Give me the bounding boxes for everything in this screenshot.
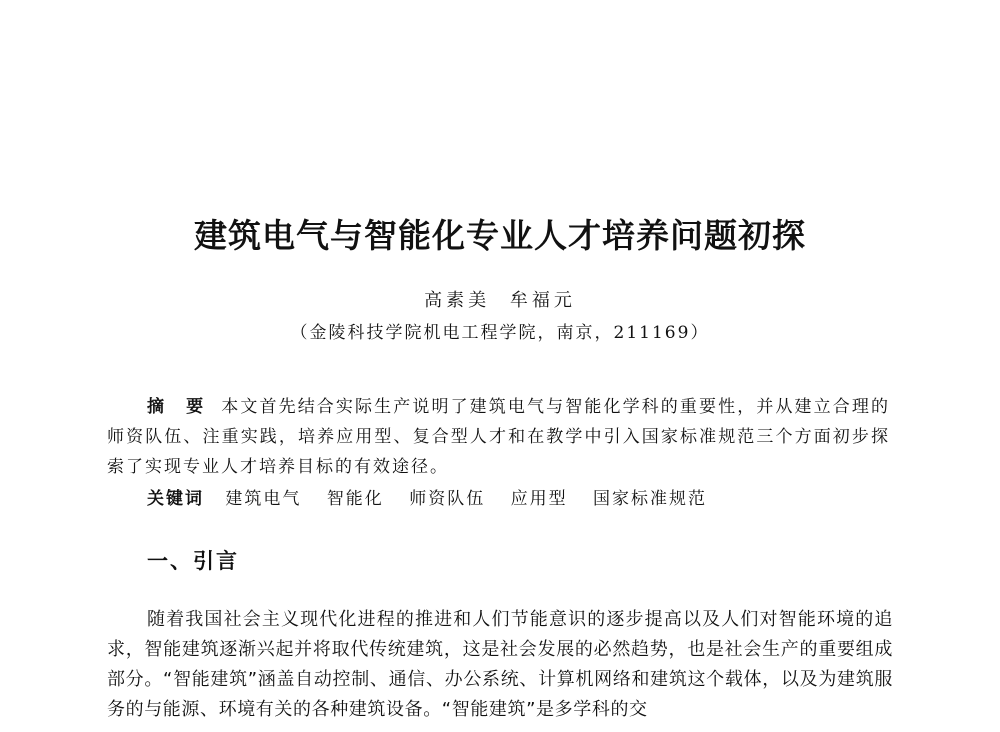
keyword: 应用型 — [510, 489, 568, 509]
keyword: 建筑电气 — [225, 489, 302, 509]
abstract-text: 本文首先结合实际生产说明了建筑电气与智能化学科的重要性，并从建立合理的师资队伍、注重实践，培养应用型、复合型人才和在教学中引入国家标准规范三个方面初步探索了实现专业人才培养目标的有效途径。 — [107, 397, 890, 477]
section-heading: 一、引言 — [147, 549, 239, 573]
keyword: 智能化 — [326, 489, 384, 509]
paper-authors: 高素美 牟福元 — [424, 290, 576, 311]
keywords-label: 关键词 — [147, 489, 204, 509]
abstract — [107, 392, 890, 482]
keyword: 师资队伍 — [409, 489, 486, 509]
abstract-label: 摘 要 — [147, 397, 212, 417]
body-paragraph: 随着我国社会主义现代化进程的推进和人们节能意识的逐步提高以及人们对智能环境的追求，智能建筑逐渐兴起并将取代传统建筑，这是社会发展的必然趋势，也是社会生产的重要组成部分。“智能建筑”涵盖自动控制、通信、办公系统、计算机网络和建筑这个载体，以及为建筑服务的与能源、环境有关的各种建筑设备。“智能建筑”是多学科的交 — [107, 609, 893, 720]
keywords — [147, 484, 890, 514]
paper-title: 建筑电气与智能化专业人才培养问题初探 — [194, 216, 806, 255]
keyword: 国家标准规范 — [593, 489, 708, 509]
paper-affiliation: （金陵科技学院机电工程学院，南京，211169） — [290, 323, 710, 343]
